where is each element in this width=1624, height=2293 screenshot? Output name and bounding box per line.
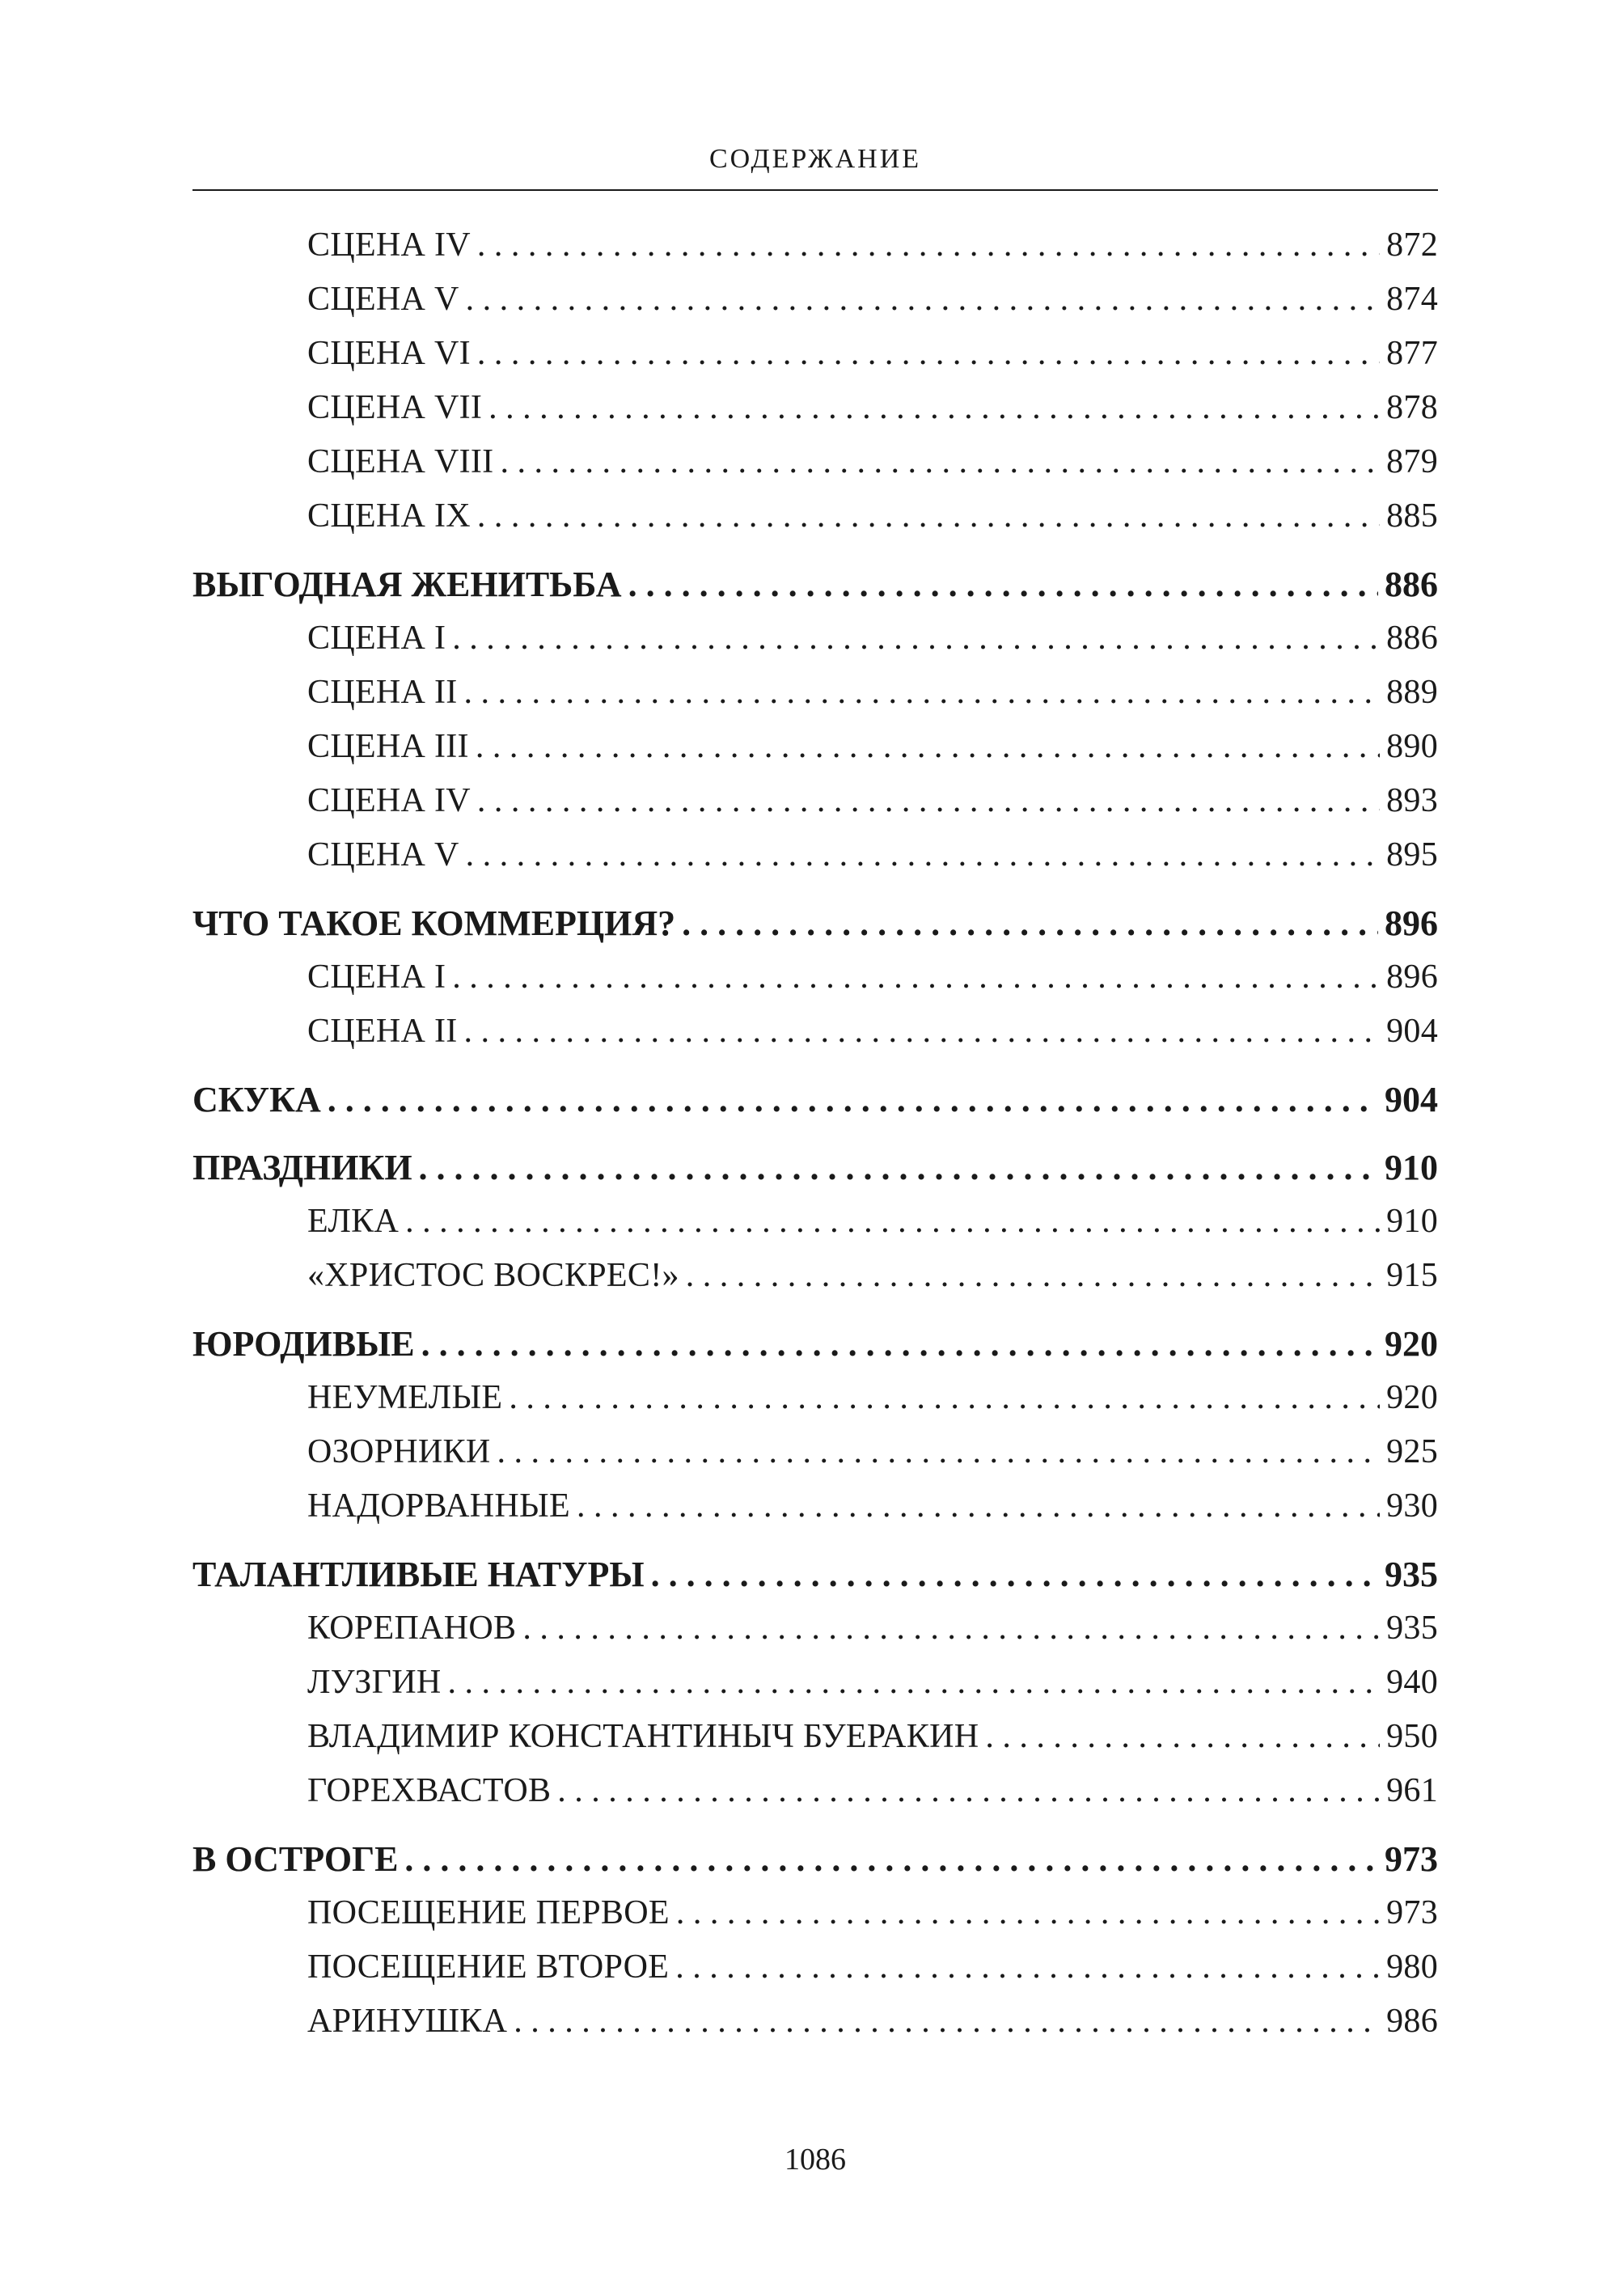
- toc-entry-page: 973: [1386, 1894, 1438, 1931]
- toc-entry-page: 930: [1386, 1487, 1438, 1525]
- toc-subsection-entry: [192, 1371, 1438, 1425]
- toc-subsection-entry: [192, 828, 1438, 882]
- dot-leader: [419, 1140, 1378, 1195]
- toc-entry-page: 910: [1386, 1203, 1438, 1240]
- dot-leader: [421, 1317, 1378, 1371]
- toc-entry-page: 986: [1386, 2003, 1438, 2040]
- toc-subsection-entry: [192, 1005, 1438, 1059]
- toc-subsection-entry: [192, 1425, 1438, 1479]
- toc-entry-page: 878: [1386, 389, 1438, 426]
- toc-entry-title: НАДОРВАННЫЕ: [307, 1487, 570, 1525]
- toc-subsection-entry: [192, 1995, 1438, 2049]
- toc-entry-title: СЦЕНА V: [307, 281, 459, 318]
- toc-entry-page: 904: [1386, 1013, 1438, 1050]
- toc-entry-title: ЕЛКА: [307, 1203, 400, 1240]
- dot-leader: [675, 1940, 1380, 1995]
- toc-entry-page: 910: [1385, 1148, 1438, 1187]
- dot-leader: [447, 1656, 1380, 1710]
- dot-leader: [452, 950, 1380, 1005]
- toc-entry-page: 915: [1386, 1257, 1438, 1294]
- toc-entry-title: СЦЕНА VII: [307, 389, 483, 426]
- dot-leader: [500, 435, 1380, 489]
- dot-leader: [477, 774, 1380, 828]
- toc-entry-page: 879: [1386, 443, 1438, 480]
- toc-subsection-entry: [192, 950, 1438, 1005]
- dot-leader: [676, 1886, 1380, 1940]
- toc-entry-title: ЛУЗГИН: [307, 1664, 442, 1701]
- toc-section-entry: [192, 557, 1438, 611]
- toc-entry-page: 973: [1385, 1839, 1438, 1879]
- dot-leader: [328, 1072, 1378, 1127]
- toc-entry-title: ПОСЕЩЕНИЕ ПЕРВОЕ: [307, 1894, 670, 1931]
- toc-subsection-entry: [192, 327, 1438, 381]
- dot-leader: [985, 1710, 1380, 1764]
- toc-subsection-entry: [192, 1195, 1438, 1249]
- toc-section-entry: [192, 1140, 1438, 1195]
- toc-entry-title: СЦЕНА I: [307, 958, 446, 996]
- toc-entry-title: ЧТО ТАКОЕ КОММЕРЦИЯ?: [192, 903, 676, 943]
- toc-subsection-entry: [192, 218, 1438, 273]
- dot-leader: [477, 489, 1380, 544]
- toc-entry-title: НЕУМЕЛЫЕ: [307, 1379, 503, 1416]
- dot-leader: [466, 828, 1381, 882]
- toc-entry-title: ТАЛАНТЛИВЫЕ НАТУРЫ: [192, 1555, 645, 1594]
- dot-leader: [464, 1005, 1381, 1059]
- toc-entry-title: СЦЕНА IX: [307, 497, 471, 535]
- dot-leader: [509, 1371, 1380, 1425]
- toc-entry-title: СЦЕНА I: [307, 620, 446, 657]
- toc-entry-title: СЦЕНА III: [307, 728, 469, 765]
- dot-leader: [522, 1601, 1380, 1656]
- toc-entry-page: 961: [1386, 1772, 1438, 1809]
- table-of-contents: [192, 218, 1438, 2049]
- dot-leader: [557, 1764, 1380, 1818]
- toc-subsection-entry: [192, 666, 1438, 720]
- dot-leader: [466, 273, 1381, 327]
- toc-entry-page: 872: [1386, 226, 1438, 264]
- dot-leader: [651, 1547, 1378, 1601]
- toc-subsection-entry: [192, 273, 1438, 327]
- page-number: 1086: [785, 2143, 846, 2177]
- dot-leader: [452, 611, 1380, 666]
- toc-entry-title: ПОСЕЩЕНИЕ ВТОРОЕ: [307, 1948, 670, 1986]
- toc-entry-title: СЦЕНА V: [307, 836, 459, 874]
- toc-subsection-entry: [192, 1940, 1438, 1995]
- toc-entry-page: 886: [1385, 565, 1438, 604]
- toc-subsection-entry: [192, 381, 1438, 435]
- dot-leader: [628, 557, 1378, 611]
- toc-section-entry: [192, 1547, 1438, 1601]
- toc-entry-title: В ОСТРОГЕ: [192, 1839, 399, 1879]
- toc-subsection-entry: [192, 1479, 1438, 1534]
- dot-leader: [405, 1195, 1380, 1249]
- toc-entry-title: СЦЕНА II: [307, 1013, 458, 1050]
- dot-leader: [488, 381, 1380, 435]
- toc-section-entry: [192, 1072, 1438, 1127]
- toc-entry-page: 895: [1386, 836, 1438, 874]
- dot-leader: [477, 327, 1380, 381]
- toc-entry-page: 886: [1386, 620, 1438, 657]
- dot-leader: [577, 1479, 1380, 1534]
- toc-subsection-entry: [192, 774, 1438, 828]
- toc-entry-title: КОРЕПАНОВ: [307, 1610, 517, 1647]
- dot-leader: [514, 1995, 1380, 2049]
- dot-leader: [477, 218, 1380, 273]
- toc-entry-page: 896: [1386, 958, 1438, 996]
- toc-entry-page: 889: [1386, 674, 1438, 711]
- toc-entry-page: 874: [1386, 281, 1438, 318]
- toc-entry-title: СЦЕНА II: [307, 674, 458, 711]
- toc-subsection-entry: [192, 1656, 1438, 1710]
- toc-entry-page: 904: [1385, 1080, 1438, 1119]
- toc-entry-title: СЦЕНА VIII: [307, 443, 494, 480]
- toc-entry-page: 935: [1386, 1610, 1438, 1647]
- toc-entry-page: 935: [1385, 1555, 1438, 1594]
- dot-leader: [682, 896, 1378, 950]
- toc-subsection-entry: [192, 489, 1438, 544]
- toc-entry-title: ГОРЕХВАСТОВ: [307, 1772, 552, 1809]
- toc-subsection-entry: [192, 1601, 1438, 1656]
- toc-entry-page: 885: [1386, 497, 1438, 535]
- toc-section-entry: [192, 896, 1438, 950]
- toc-entry-title: «ХРИСТОС ВОСКРЕС!»: [307, 1257, 679, 1294]
- toc-subsection-entry: [192, 720, 1438, 774]
- toc-entry-title: СЦЕНА VI: [307, 335, 471, 372]
- toc-subsection-entry: [192, 1710, 1438, 1764]
- toc-entry-page: 920: [1386, 1379, 1438, 1416]
- toc-entry-page: 877: [1386, 335, 1438, 372]
- toc-entry-page: 940: [1386, 1664, 1438, 1701]
- header-rule: [192, 189, 1438, 191]
- dot-leader: [497, 1425, 1380, 1479]
- dot-leader: [686, 1249, 1380, 1303]
- toc-section-entry: [192, 1832, 1438, 1886]
- toc-entry-page: 890: [1386, 728, 1438, 765]
- toc-entry-page: 920: [1385, 1324, 1438, 1364]
- toc-subsection-entry: [192, 1764, 1438, 1818]
- toc-subsection-entry: [192, 435, 1438, 489]
- dot-leader: [404, 1832, 1378, 1886]
- toc-entry-title: ПРАЗДНИКИ: [192, 1148, 412, 1187]
- toc-entry-title: СЦЕНА IV: [307, 782, 471, 819]
- toc-entry-title: СКУКА: [192, 1080, 321, 1119]
- toc-subsection-entry: [192, 1249, 1438, 1303]
- toc-entry-title: ОЗОРНИКИ: [307, 1433, 491, 1470]
- toc-entry-page: 896: [1385, 903, 1438, 943]
- toc-entry-title: АРИНУШКА: [307, 2003, 508, 2040]
- toc-subsection-entry: [192, 611, 1438, 666]
- running-head: СОДЕРЖАНИЕ: [708, 144, 922, 174]
- toc-entry-title: СЦЕНА IV: [307, 226, 471, 264]
- toc-entry-page: 950: [1386, 1718, 1438, 1755]
- toc-entry-page: 980: [1386, 1948, 1438, 1986]
- toc-entry-title: ВЫГОДНАЯ ЖЕНИТЬБА: [192, 565, 622, 604]
- toc-entry-page: 925: [1386, 1433, 1438, 1470]
- toc-subsection-entry: [192, 1886, 1438, 1940]
- toc-entry-title: ВЛАДИМИР КОНСТАНТИНЫЧ БУЕРАКИН: [307, 1718, 979, 1755]
- dot-leader: [464, 666, 1381, 720]
- toc-entry-page: 893: [1386, 782, 1438, 819]
- dot-leader: [476, 720, 1380, 774]
- toc-section-entry: [192, 1317, 1438, 1371]
- toc-entry-title: ЮРОДИВЫЕ: [192, 1324, 415, 1364]
